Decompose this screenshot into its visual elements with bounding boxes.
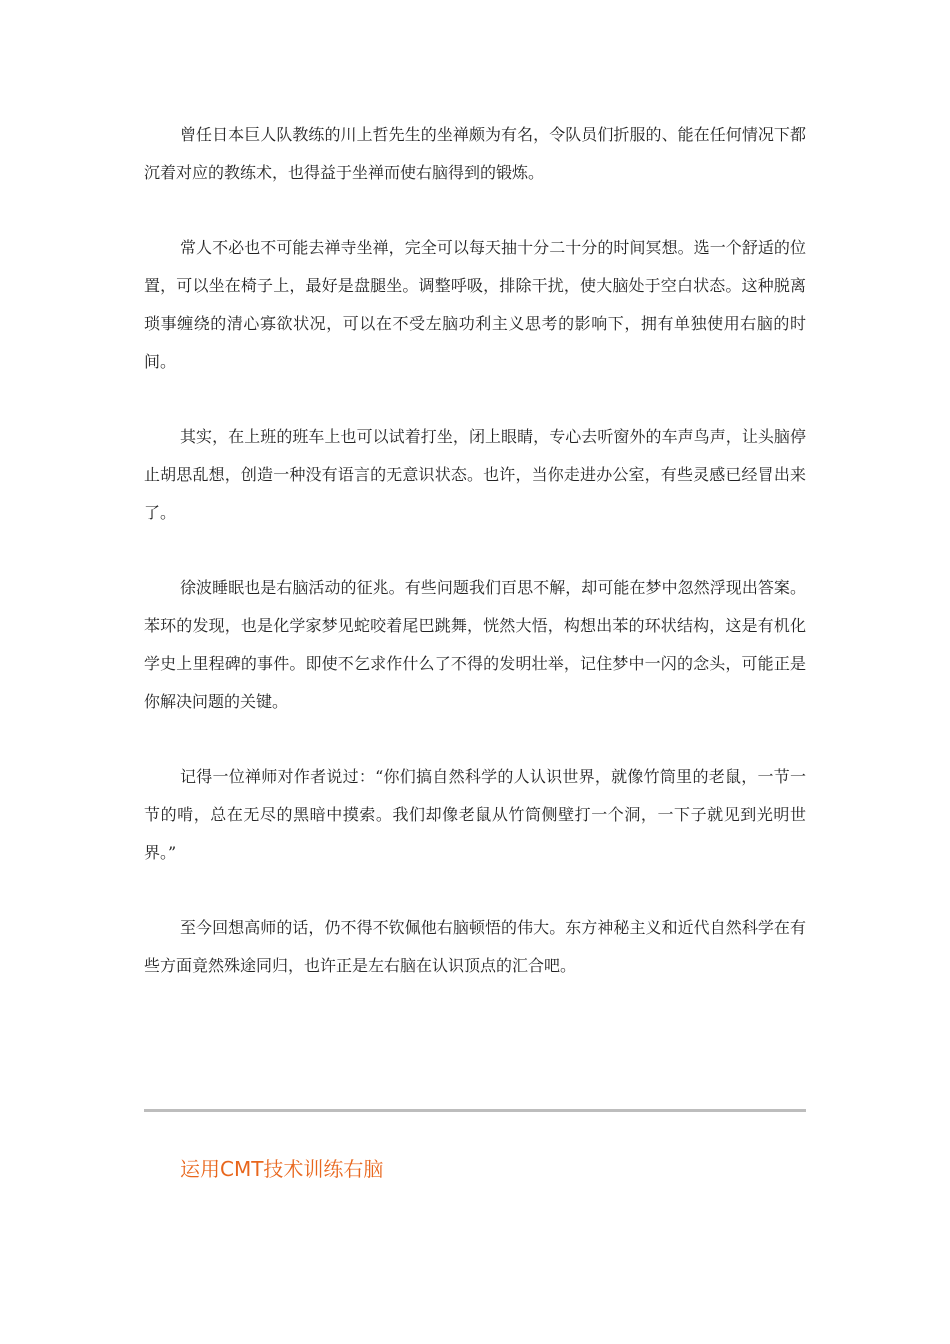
article-body <box>144 116 806 1022</box>
paragraph-6: 至今回想高师的话，仍不得不钦佩他右脑顿悟的伟大。东方神秘主义和近代自然科学在有些方面竟然殊途同归，也许正是左右脑在认识顶点的汇合吧。 <box>144 918 806 975</box>
paragraph-4: 徐波睡眠也是右脑活动的征兆。有些问题我们百思不解，却可能在梦中忽然浮现出答案。苯环的发现，也是化学家梦见蛇咬着尾巴跳舞，恍然大悟，构想出苯的环状结构，这是有机化学史上里程碑的事件。即使不乞求作什么了不得的发明壮举，记住梦中一闪的念头，可能正是你解决问题的关键。 <box>144 578 806 711</box>
paragraph-3: 其实，在上班的班车上也可以试着打坐，闭上眼睛，专心去听窗外的车声鸟声，让头脑停止胡思乱想，创造一种没有语言的无意识状态。也许，当你走进办公室，有些灵感已经冒出来了。 <box>144 427 806 522</box>
paragraph-1: 曾任日本巨人队教练的川上哲先生的坐禅颇为有名，令队员们折服的、能在任何情况下都沉着对应的教练术，也得益于坐禅而使右脑得到的锻炼。 <box>144 125 806 182</box>
paragraph-5: 记得一位禅师对作者说过：“你们搞自然科学的人认识世界，就像竹筒里的老鼠，一节一节的啃，总在无尽的黑暗中摸索。我们却像老鼠从竹筒侧壁打一个洞，一下子就见到光明世界。” <box>144 767 806 862</box>
paragraph-2: 常人不必也不可能去禅寺坐禅，完全可以每天抽十分二十分的时间冥想。选一个舒适的位置，可以坐在椅子上，最好是盘腿坐。调整呼吸，排除干扰，使大脑处于空白状态。这种脱离琐事缠绕的清心寡欲状况，可以在不受左脑功利主义思考的影响下，拥有单独使用右脑的时间。 <box>144 238 806 371</box>
section-divider <box>144 1109 806 1112</box>
section-title: 运用CMT技术训练右脑 <box>180 1157 384 1181</box>
